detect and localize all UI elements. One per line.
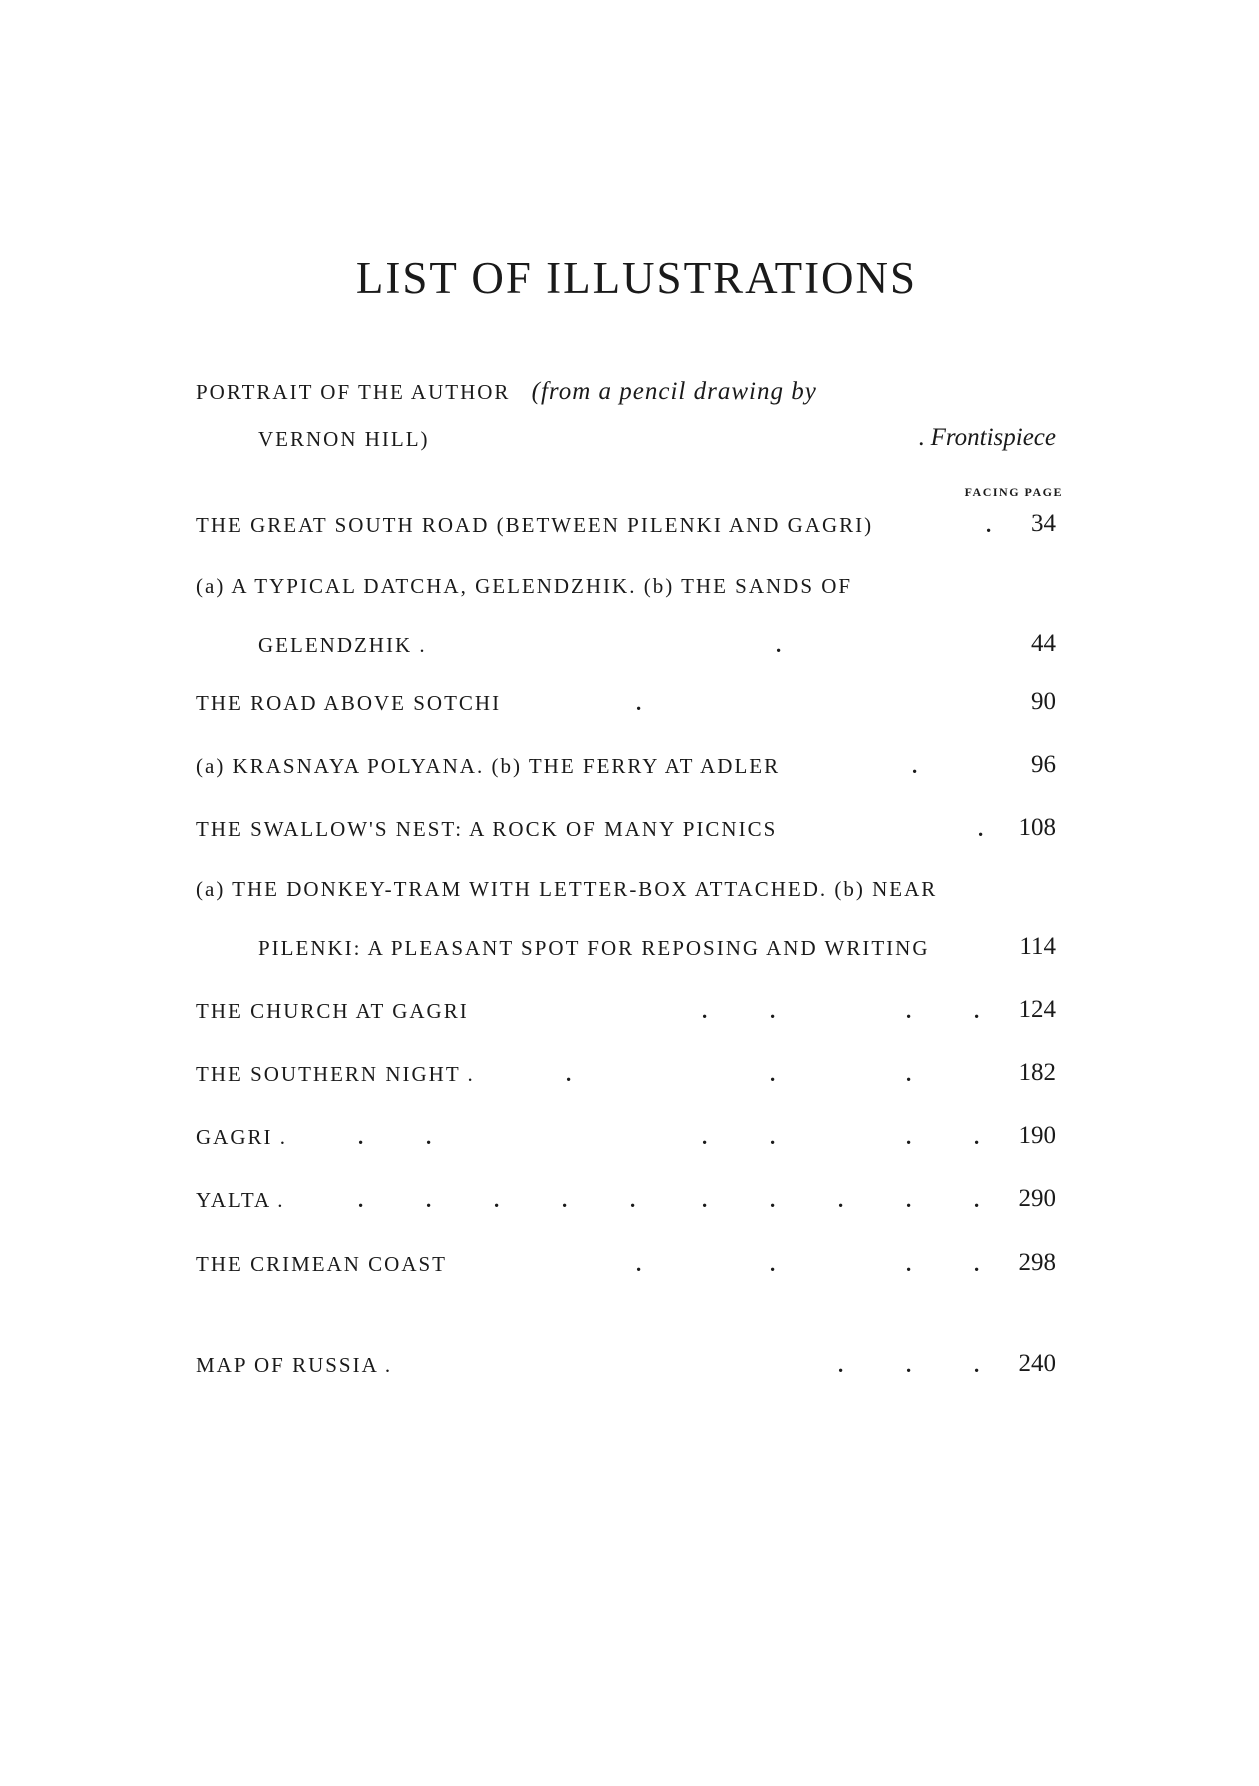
column-header-facing-page: FACING PAGE (964, 485, 1063, 499)
toc-entry-title: MAP OF RUSSIA . (196, 1353, 393, 1377)
leader-dot: . (358, 1188, 366, 1212)
leader-dot: . (978, 817, 986, 841)
leader-dot: . (426, 1188, 434, 1212)
leader-dot: . (974, 999, 982, 1023)
page-title: LIST OF ILLUSTRATIONS (355, 253, 918, 303)
toc-entry-title: YALTA . (196, 1188, 285, 1212)
toc-entry (196, 1247, 1056, 1281)
toc-entry (258, 931, 1056, 965)
toc-entry-title: THE SOUTHERN NIGHT . (196, 1062, 475, 1086)
toc-entry-title: GAGRI . (196, 1125, 287, 1149)
toc-entry (196, 749, 1056, 783)
toc-entry-title: THE GREAT SOUTH ROAD (BETWEEN PILENKI AND GAGRI) (196, 513, 874, 537)
leader-dot: . (838, 1353, 846, 1377)
leader-dot: . (974, 1252, 982, 1276)
toc-entry (196, 1057, 1056, 1091)
leader-dot: . (702, 1125, 710, 1149)
leader-dot: . (636, 1252, 644, 1276)
toc-entry (196, 569, 1056, 603)
toc-entry-page: 240 (1018, 1350, 1056, 1377)
toc-entry-title: THE SWALLOW'S NEST: A ROCK OF MANY PICNICS (196, 817, 778, 841)
leader-dot: . (906, 1125, 914, 1149)
leader-dot: . (974, 1188, 982, 1212)
leader-dot: . (986, 513, 994, 537)
toc-entry-title: THE CRIMEAN COAST (196, 1252, 448, 1276)
toc-entry-title: GELENDZHIK . (258, 633, 427, 657)
leader-dot: . (358, 1125, 366, 1149)
toc-entry (196, 1183, 1056, 1217)
toc-entry-page: 182 (1018, 1059, 1056, 1086)
toc-entry-title: VERNON HILL) (258, 427, 430, 451)
leader-dot: . (906, 1252, 914, 1276)
toc-entry (196, 686, 1056, 720)
toc-entry-title: (a) A TYPICAL DATCHA, GELENDZHIK. (b) THE SANDS OF (196, 574, 853, 598)
leader-dot: . (426, 1125, 434, 1149)
toc-entry-leader: . (918, 424, 931, 451)
leader-dot: . (906, 1188, 914, 1212)
leader-dot: . (770, 999, 778, 1023)
toc-entry (196, 508, 1056, 542)
toc-entry (258, 628, 1056, 662)
toc-entry-page: 96 (1031, 751, 1056, 778)
leader-dot: . (630, 1188, 638, 1212)
leader-dot: . (906, 999, 914, 1023)
leader-dot: . (770, 1125, 778, 1149)
leader-dot: . (770, 1188, 778, 1212)
leader-dot: . (562, 1188, 570, 1212)
toc-entry-page: 124 (1018, 996, 1056, 1023)
toc-entry-page: 44 (1031, 630, 1056, 657)
toc-entry-title: THE CHURCH AT GAGRI (196, 999, 469, 1023)
leader-dot: . (776, 633, 784, 657)
toc-entry-page: 108 (1018, 814, 1056, 841)
leader-dot: . (770, 1252, 778, 1276)
leader-dot: . (906, 1062, 914, 1086)
toc-entry (196, 872, 1056, 906)
toc-entry (258, 422, 1056, 456)
toc-entry-page: 114 (1019, 933, 1056, 960)
leader-dot: . (702, 1188, 710, 1212)
leader-dot: . (974, 1353, 982, 1377)
toc-entry-page: 190 (1018, 1122, 1056, 1149)
toc-entry-title: THE ROAD ABOVE SOTCHI (196, 691, 502, 715)
leader-dot: . (566, 1062, 574, 1086)
toc-entry-title: (a) KRASNAYA POLYANA. (b) THE FERRY AT ADLER (196, 754, 781, 778)
toc-entry-page: 290 (1018, 1185, 1056, 1212)
toc-entry (196, 1120, 1056, 1154)
toc-entry-page: 90 (1031, 688, 1056, 715)
leader-dot: . (770, 1062, 778, 1086)
toc-entry-page-wrap (918, 424, 1056, 452)
toc-entry (196, 812, 1056, 846)
toc-entry (196, 1348, 1056, 1382)
toc-entry (196, 994, 1056, 1028)
leader-dot: . (906, 1353, 914, 1377)
leader-dot: . (912, 754, 920, 778)
toc-entry-title: PILENKI: A PLEASANT SPOT FOR REPOSING AND WRITING (258, 936, 930, 960)
toc-entry-text-wrap (196, 378, 817, 406)
leader-dot: . (636, 691, 644, 715)
toc-entry-title: (a) THE DONKEY-TRAM WITH LETTER-BOX ATTACHED. (b) NEAR (196, 877, 938, 901)
toc-entry-page: 34 (1031, 510, 1056, 537)
toc-entry-page: 298 (1018, 1249, 1056, 1276)
toc-entry-title: PORTRAIT OF THE AUTHOR (196, 380, 511, 404)
leader-dot: . (974, 1125, 982, 1149)
leader-dot: . (494, 1188, 502, 1212)
toc-entry-page: Frontispiece (930, 424, 1056, 451)
toc-entry-note: (from a pencil drawing by (531, 378, 817, 405)
leader-dot: . (702, 999, 710, 1023)
leader-dot: . (838, 1188, 846, 1212)
toc-entry (196, 376, 1056, 410)
